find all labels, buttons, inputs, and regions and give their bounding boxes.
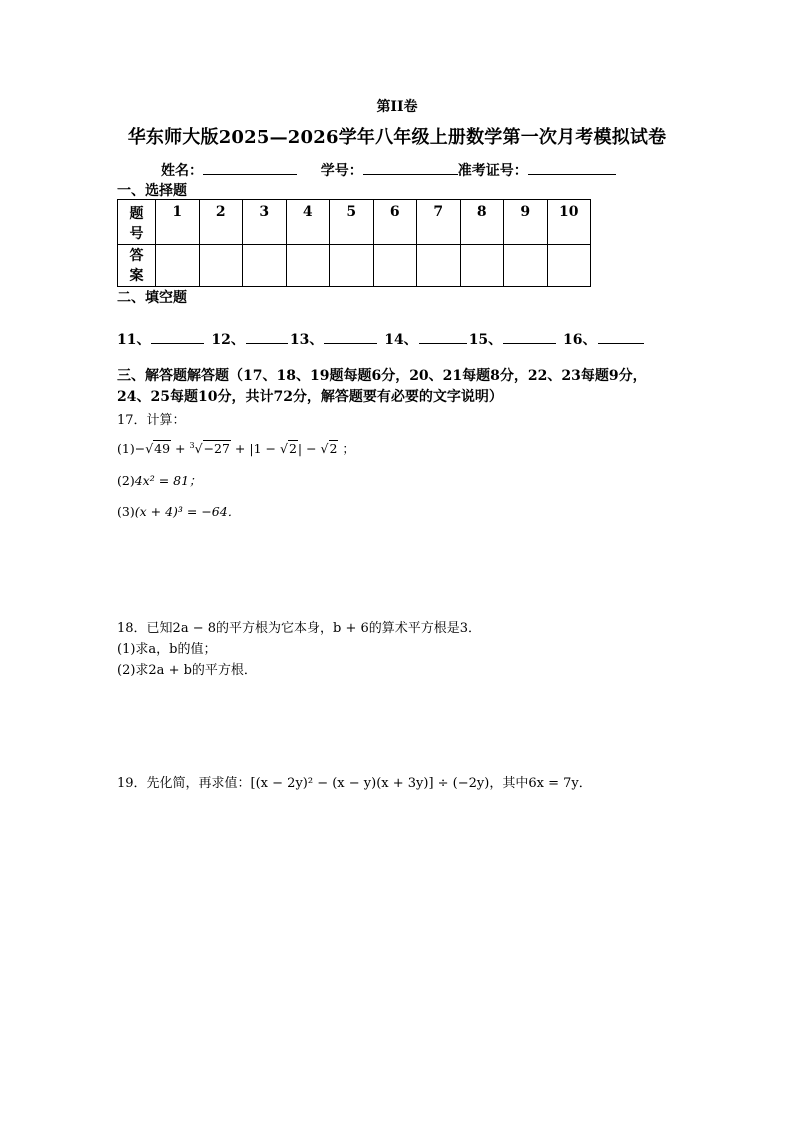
blank-13[interactable] — [324, 331, 377, 344]
q17-part2-label: (2) — [117, 473, 135, 488]
answer-cell[interactable] — [417, 245, 461, 287]
q18-part1: (1)求a，b的值； — [117, 642, 217, 657]
q17-part2-expression: 4x² = 81； — [134, 473, 202, 488]
q17-part1-label: (1) — [117, 441, 135, 456]
answer-cell[interactable] — [504, 245, 548, 287]
q17-part2 — [117, 471, 202, 489]
q17-prompt: 17．计算： — [117, 413, 186, 428]
q17-part3-label: (3) — [117, 504, 135, 519]
answer-cell[interactable] — [156, 245, 200, 287]
section2-heading: 二、填空题 — [117, 290, 187, 306]
fill-blank-line — [117, 329, 646, 349]
q17-part3-expression: (x + 4)³ = −64． — [134, 504, 241, 519]
name-blank[interactable] — [203, 160, 297, 175]
question-number-cell: 7 — [417, 200, 461, 245]
question-number-cell: 8 — [460, 200, 504, 245]
question-number-header: 题 号 — [118, 200, 156, 245]
question-number-cell: 3 — [243, 200, 287, 245]
q17-part1 — [117, 439, 355, 457]
question-number-cell: 10 — [547, 200, 591, 245]
blank-label-16: 16、 — [563, 332, 597, 348]
exam-id-label: 准考证号： — [457, 163, 528, 179]
question-number-cell: 1 — [156, 200, 200, 245]
exam-title: 华东师大版2025—2026学年八年级上册数学第一次月考模拟试卷 — [127, 127, 667, 148]
blank-14[interactable] — [419, 331, 467, 344]
blank-12[interactable] — [246, 331, 288, 344]
answer-cell[interactable] — [547, 245, 591, 287]
answer-cell[interactable] — [286, 245, 330, 287]
section1-heading: 一、选择题 — [117, 183, 187, 199]
answer-cell[interactable] — [199, 245, 243, 287]
q18-part2: (2)求2a + b的平方根． — [117, 663, 257, 678]
volume-label: 第II卷 — [376, 99, 418, 115]
blank-label-15: 15、 — [468, 332, 503, 348]
q17-part3 — [117, 502, 240, 520]
blank-15[interactable] — [503, 331, 556, 344]
question-number-cell: 2 — [199, 200, 243, 245]
blank-label-12: 12、 — [211, 332, 245, 348]
q18-prompt: 18．已知2a − 8的平方根为它本身，b + 6的算术平方根是3． — [117, 621, 482, 636]
blank-16[interactable] — [598, 331, 644, 344]
name-label: 姓名： — [161, 163, 203, 179]
student-info-line — [161, 160, 616, 180]
question-number-cell: 5 — [330, 200, 374, 245]
answer-header: 答 案 — [118, 245, 156, 287]
answer-cell[interactable] — [460, 245, 504, 287]
table-row-answers — [118, 245, 591, 287]
blank-label-11: 11、 — [117, 332, 151, 348]
q17-part1-expression: −√49 + $^3$√−27 + |1 − √2| − √2 ； — [134, 440, 355, 456]
answer-table — [117, 199, 591, 287]
section3-heading: 三、解答题解答题（17、18、19题每题6分，20、21每题8分，22、23每题9分，24、25每题10分，共计72分，解答题要有必要的文字说明） — [117, 368, 647, 405]
answer-cell[interactable] — [330, 245, 374, 287]
answer-cell[interactable] — [373, 245, 417, 287]
question-number-cell: 6 — [373, 200, 417, 245]
blank-11[interactable] — [151, 331, 204, 344]
question-number-cell: 4 — [286, 200, 330, 245]
blank-label-13: 13、 — [289, 332, 324, 348]
answer-cell[interactable] — [243, 245, 287, 287]
q19-prompt: 19．先化简，再求值：[(x − 2y)² − (x − y)(x + 3y)] ÷ (−2y)，其中6x = 7y． — [117, 776, 592, 791]
exam-id-blank[interactable] — [528, 160, 616, 175]
student-id-label: 学号： — [320, 163, 363, 179]
student-id-blank[interactable] — [363, 160, 458, 175]
table-row-question-numbers — [118, 200, 591, 245]
question-number-cell: 9 — [504, 200, 548, 245]
blank-label-14: 14、 — [384, 332, 418, 348]
